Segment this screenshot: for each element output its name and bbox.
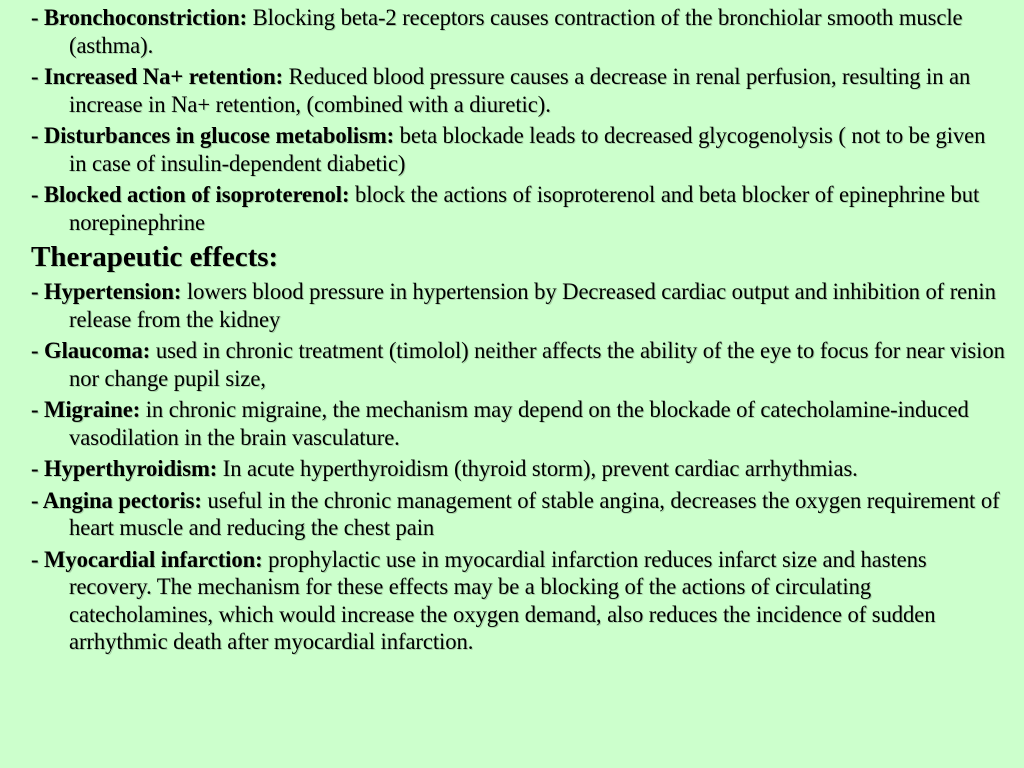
adverse-effect-isoproterenol [31,181,1006,236]
item-term: - Glaucoma: [31,338,151,363]
item-term: - Hypertension: [31,279,182,304]
therapeutic-effects-heading: Therapeutic effects: [31,241,279,273]
adverse-effect-bronchoconstriction [31,4,1006,59]
item-term: - Blocked action of isoproterenol: [31,182,350,207]
item-term: - Myocardial infarction: [31,546,263,572]
item-text: In acute hyperthyroidism (thyroid storm), prevent cardiac arrhythmias. [217,456,858,481]
item-term: - Hyperthyroidism: [31,456,218,481]
therapeutic-effect-myocardial-infarction [31,546,1006,656]
therapeutic-effect-hyperthyroidism [31,455,1006,483]
item-text: in chronic migraine, the mechanism may depend on the blockade of catecholamine-induced vasodilation in the brain vasculature. [69,397,969,450]
therapeutic-effect-migraine [31,396,1006,451]
item-text: Blocking beta-2 receptors causes contraction of the bronchiolar smooth muscle (asthma). [69,5,963,58]
item-text: block the actions of isoproterenol and beta blocker of epinephrine but norepinephrine [69,182,980,235]
item-text: Reduced blood pressure causes a decrease in renal perfusion, resulting in an increase in Na+ retention, (combined with a diuretic). [69,64,971,117]
therapeutic-effect-angina-pectoris [31,487,1006,542]
item-text: lowers blood pressure in hypertension by Decreased cardiac output and inhibition of renin release from the kidney [69,279,996,332]
item-term: - Disturbances in glucose metabolism: [31,123,395,148]
slide-content [31,4,1006,660]
item-text: prophylactic use in myocardial infarction reduces infarct size and hastens recovery. The mechanism for these effects may be a blocking of the actions of circulating catecholamines, which would increase the oxygen demand, also reduces the incidence of sudden arrhythmic death after myocardial infarction. [69,546,936,654]
adverse-effect-glucose-metabolism [31,122,1006,177]
item-text: beta blockade leads to decreased glycogenolysis ( not to be given in case of insulin-dependent diabetic) [69,123,986,176]
item-text: used in chronic treatment (timolol) neither affects the ability of the eye to focus for near vision nor change pupil size, [69,338,1005,391]
item-text: useful in the chronic management of stable angina, decreases the oxygen requirement of heart muscle and reducing the chest pain [69,487,1000,540]
adverse-effect-na-retention [31,63,1006,118]
therapeutic-effect-glaucoma [31,337,1006,392]
item-term: - Migraine: [31,397,141,422]
item-term: - Angina pectoris: [31,487,202,513]
item-term: - Bronchoconstriction: [31,5,248,30]
item-term: - Increased Na+ retention: [31,64,284,89]
therapeutic-effect-hypertension [31,278,1006,333]
